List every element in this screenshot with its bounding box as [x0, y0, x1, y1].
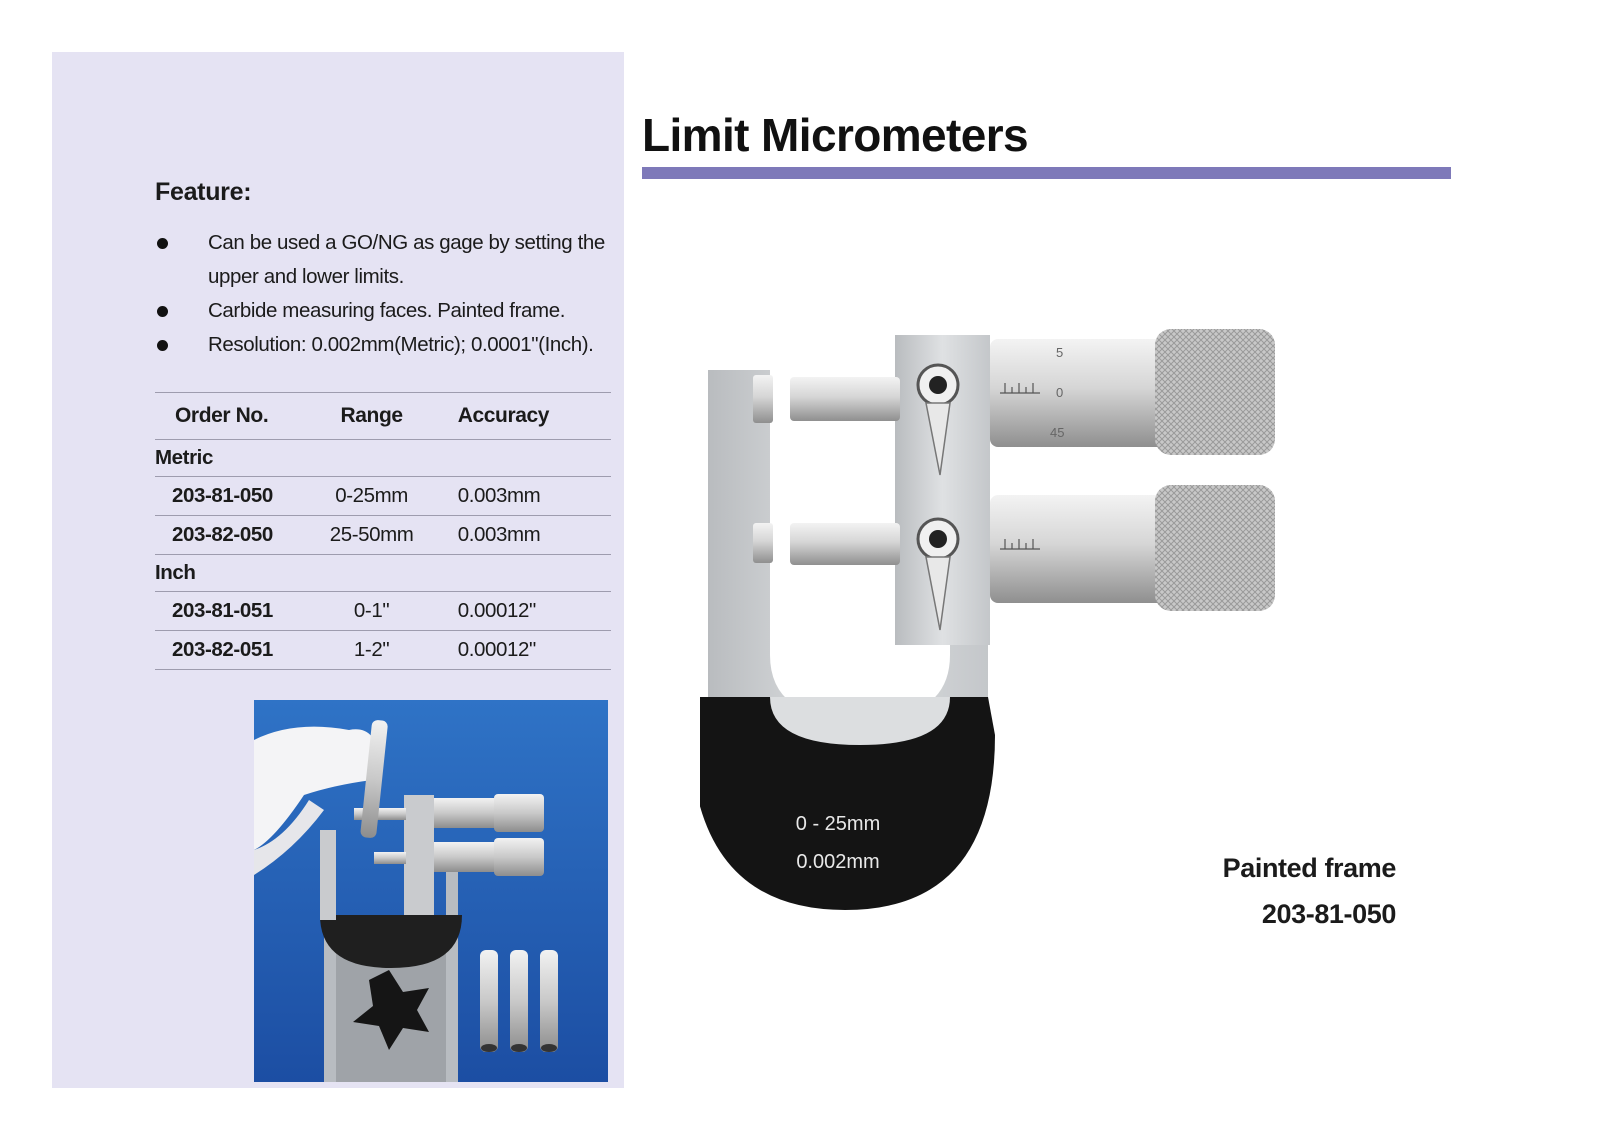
- order-number: 203-81-051: [155, 592, 305, 631]
- table-row: [155, 516, 611, 555]
- column-header-range: Range: [305, 393, 437, 440]
- range-cell: 1-2": [305, 631, 437, 670]
- accuracy-cell: 0.00012": [438, 592, 611, 631]
- order-number: 203-82-050: [155, 516, 305, 555]
- feature-item: [155, 294, 615, 328]
- caption-line-model: 203-81-050: [1261, 899, 1396, 929]
- order-number: 203-81-050: [155, 477, 305, 516]
- feature-item: [155, 226, 615, 294]
- column-header-accuracy: Accuracy: [438, 393, 611, 440]
- feature-text: Can be used a GO/NG as gage by setting the upper and lower limits.: [208, 231, 605, 288]
- usage-photo: [254, 700, 608, 1082]
- thimble-scale-top: 5: [1056, 345, 1064, 360]
- image-caption: [1223, 845, 1396, 937]
- group-label-inch: Inch: [155, 555, 611, 592]
- title-underline: [642, 167, 1451, 179]
- usage-photo-illustration: [254, 700, 608, 1082]
- micrometer-product-image: [700, 325, 1300, 935]
- feature-list: [155, 226, 615, 362]
- range-cell: 0-1": [305, 592, 437, 631]
- table-row: [155, 631, 611, 670]
- table-group-row: [155, 555, 611, 592]
- feature-item: [155, 328, 615, 362]
- feature-text: Carbide measuring faces. Painted frame.: [208, 299, 566, 322]
- table-group-row: [155, 440, 611, 477]
- accuracy-cell: 0.003mm: [438, 516, 611, 555]
- frame-resolution-label: 0.002mm: [796, 851, 880, 873]
- page-title: Limit Micrometers: [642, 109, 1029, 161]
- thimble-scale-bottom: 45: [1050, 425, 1065, 440]
- order-number: 203-82-051: [155, 631, 305, 670]
- feature-heading: Feature:: [155, 178, 252, 206]
- table-header-row: [155, 393, 611, 440]
- column-header-order: Order No.: [155, 393, 305, 440]
- caption-line-frame: Painted frame: [1222, 853, 1396, 883]
- accuracy-cell: 0.003mm: [438, 477, 611, 516]
- bullet-icon: [157, 306, 168, 317]
- table-row: [155, 592, 611, 631]
- range-cell: 0-25mm: [305, 477, 437, 516]
- bullet-icon: [157, 238, 168, 249]
- bullet-icon: [157, 340, 168, 351]
- group-label-metric: Metric: [155, 440, 611, 477]
- thimble-scale-zero: 0: [1056, 385, 1064, 400]
- frame-range-label: 0 - 25mm: [795, 813, 881, 835]
- limit-micrometer-illustration: [700, 325, 1300, 935]
- accuracy-cell: 0.00012": [438, 631, 611, 670]
- feature-text: Resolution: 0.002mm(Metric); 0.0001"(Inch).: [208, 333, 594, 356]
- range-cell: 25-50mm: [305, 516, 437, 555]
- table-row: [155, 477, 611, 516]
- spec-table: [155, 392, 611, 670]
